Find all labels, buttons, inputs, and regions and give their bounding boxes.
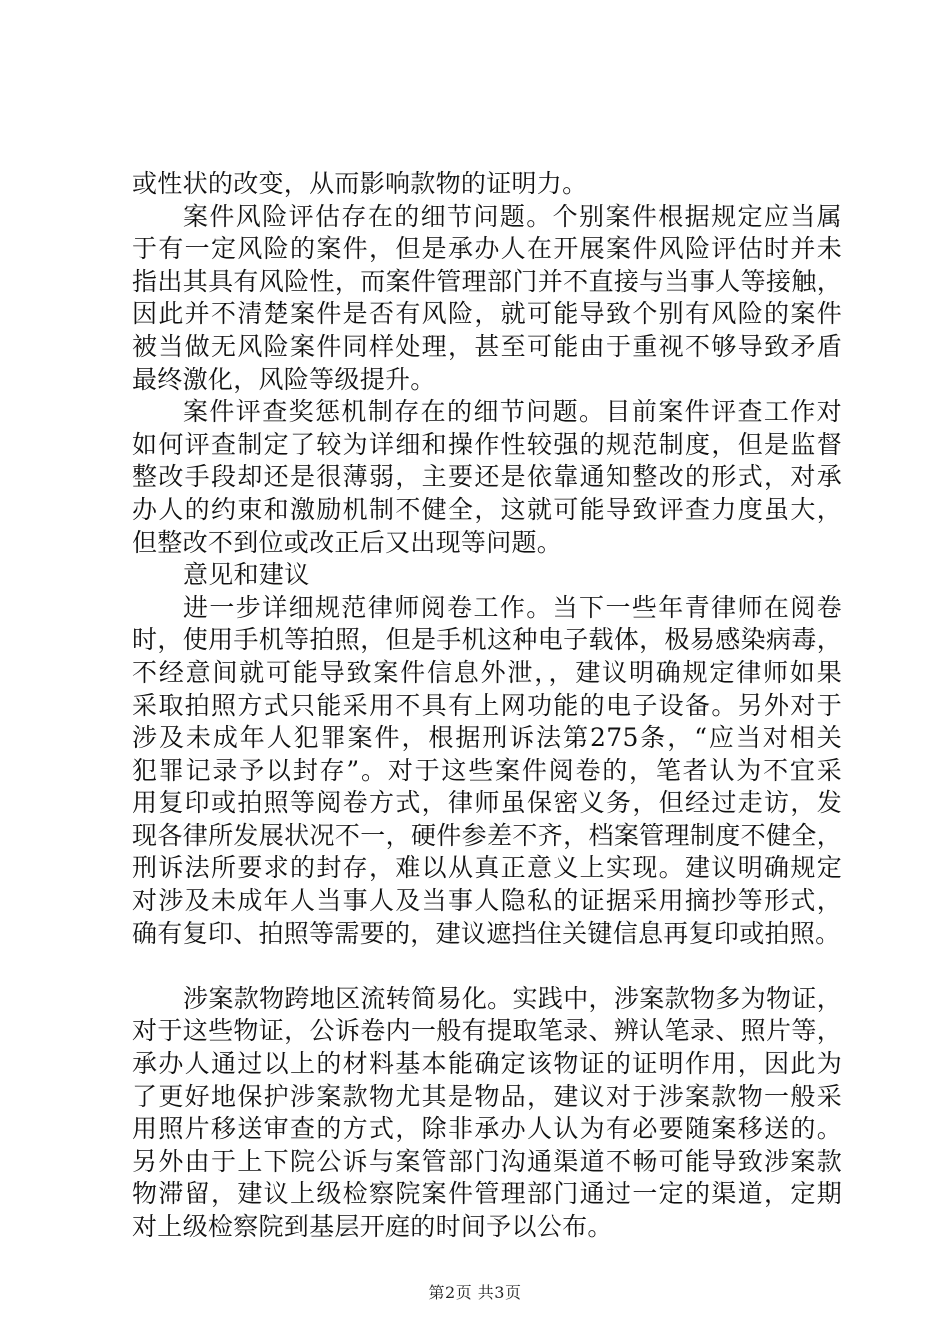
- text-line: 如何评查制定了较为详细和操作性较强的规范制度，但是监督: [132, 429, 842, 459]
- text-line: 采取拍照方式只能采用不具有上网功能的电子设备。另外对于: [132, 690, 842, 720]
- text-line: 或性状的改变，从而影响款物的证明力。: [132, 169, 588, 198]
- text-line: 指出其具有风险性，而案件管理部门并不直接与当事人等接触，: [132, 266, 842, 296]
- text-line: 涉及未成年人犯罪案件，根据刑诉法第275条，“应当对相关: [132, 723, 842, 753]
- text-line: 现各律所发展状况不一，硬件参差不齐，档案管理制度不健全，: [132, 820, 842, 850]
- text-line: 涉案款物跨地区流转简易化。实践中，涉案款物多为物证，: [183, 983, 842, 1013]
- document-body: [132, 168, 842, 1244]
- text-line: 了更好地保护涉案款物尤其是物品，建议对于涉案款物一般采: [132, 1081, 842, 1111]
- paragraph-gap: [132, 950, 842, 983]
- text-line: 但整改不到位或改正后又出现等问题。: [132, 527, 563, 557]
- text-line: 办人的约束和激励机制不健全，这就可能导致评查力度虽大，: [132, 494, 842, 524]
- text-line: 因此并不清楚案件是否有风险，就可能导致个别有风险的案件: [132, 299, 842, 329]
- text-line: 被当做无风险案件同样处理，甚至可能由于重视不够导致矛盾: [132, 331, 842, 361]
- text-line: 案件评查奖惩机制存在的细节问题。目前案件评查工作对: [183, 397, 842, 427]
- text-line: 对于这些物证，公诉卷内一般有提取笔录、辨认笔录、照片等，: [132, 1016, 842, 1046]
- text-line: 最终激化，风险等级提升。: [132, 364, 436, 394]
- text-line: 时，使用手机等拍照，但是手机这种电子载体，极易感染病毒，: [132, 625, 842, 655]
- section-heading: 意见和建议: [183, 560, 310, 590]
- text-line: 刑诉法所要求的封存，难以从真正意义上实现。建议明确规定: [132, 853, 842, 883]
- text-line: 犯罪记录予以封存”。对于这些案件阅卷的，笔者认为不宜采: [132, 755, 842, 785]
- text-line: 不经意间就可能导致案件信息外泄，，建议明确规定律师如果: [132, 657, 842, 687]
- text-line: 承办人通过以上的材料基本能确定该物证的证明作用，因此为: [132, 1049, 842, 1079]
- text-line: 物滞留，建议上级检察院案件管理部门通过一定的渠道，定期: [132, 1179, 842, 1209]
- text-line: 确有复印、拍照等需要的，建议遮挡住关键信息再复印或拍照。: [132, 918, 841, 948]
- text-line: 用复印或拍照等阅卷方式，律师虽保密义务，但经过走访，发: [132, 788, 842, 818]
- text-line: 进一步详细规范律师阅卷工作。当下一些年青律师在阅卷: [183, 592, 842, 622]
- text-line: 对上级检察院到基层开庭的时间予以公布。: [132, 1212, 613, 1241]
- text-line: 用照片移送审查的方式，除非承办人认为有必要随案移送的。: [132, 1114, 842, 1144]
- text-line: 整改手段却还是很薄弱，主要还是依靠通知整改的形式，对承: [132, 462, 842, 492]
- text-line: 对涉及未成年人当事人及当事人隐私的证据采用摘抄等形式，: [132, 886, 842, 916]
- text-line: 于有一定风险的案件，但是承办人在开展案件风险评估时并未: [132, 234, 842, 264]
- page-number: 第2页 共3页: [428, 1283, 522, 1302]
- text-line: 案件风险评估存在的细节问题。个别案件根据规定应当属: [183, 201, 842, 231]
- text-line: 另外由于上下院公诉与案管部门沟通渠道不畅可能导致涉案款: [132, 1146, 842, 1176]
